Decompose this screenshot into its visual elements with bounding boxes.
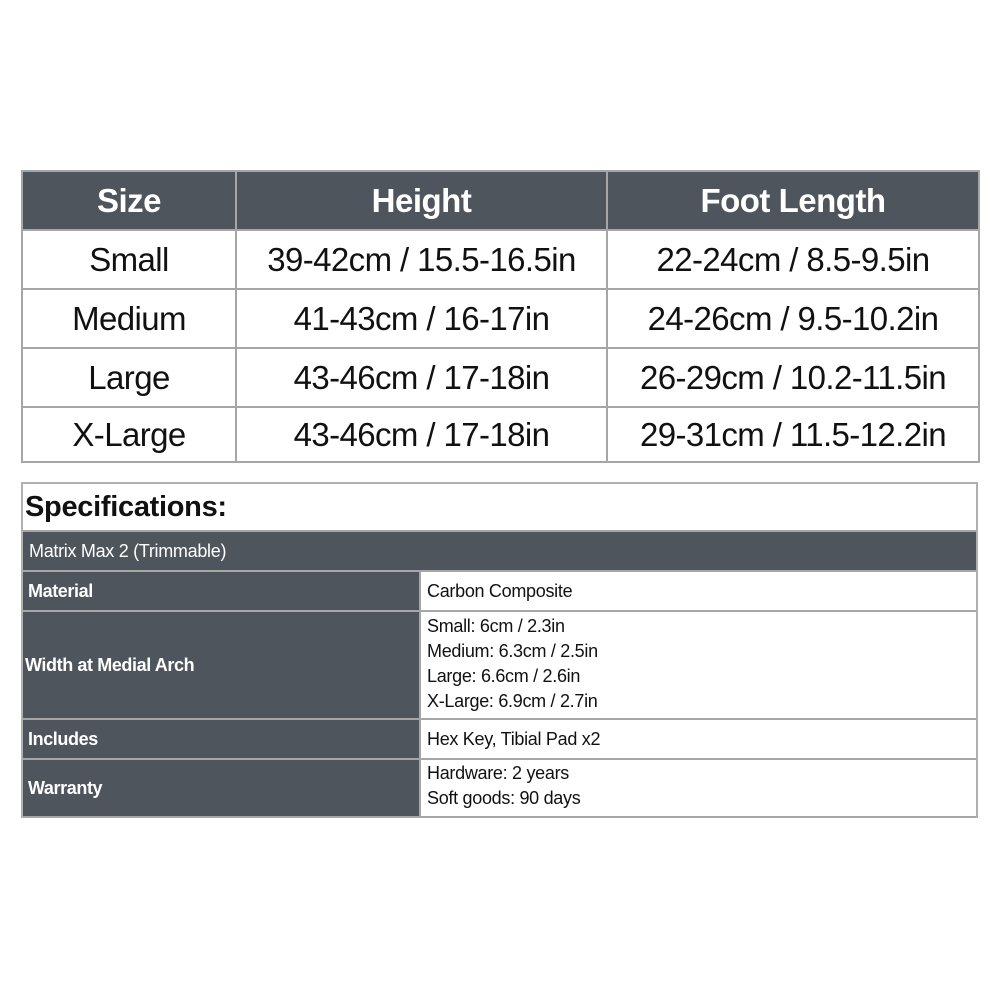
spec-value-line: Carbon Composite [427, 580, 573, 601]
header-foot-length: Foot Length [607, 171, 979, 230]
spec-value-line: Hardware: 2 years [427, 763, 569, 783]
size-row-x-large [22, 407, 979, 462]
foot-length-cell: 24-26cm / 9.5-10.2in [607, 289, 979, 348]
spec-row-warranty [23, 758, 976, 818]
height-cell: 41-43cm / 16-17in [236, 289, 607, 348]
height-cell: 39-42cm / 15.5-16.5in [236, 230, 607, 289]
height-cell: 43-46cm / 17-18in [236, 348, 607, 407]
spec-row-includes [23, 718, 976, 758]
spec-row-material [23, 570, 976, 610]
spec-value-line: Small: 6cm / 2.3in [427, 616, 565, 636]
size-chart-header-row [22, 171, 979, 230]
product-name: Matrix Max 2 (Trimmable) [23, 530, 976, 570]
size-row-medium [22, 289, 979, 348]
foot-length-cell: 26-29cm / 10.2-11.5in [607, 348, 979, 407]
spec-value [419, 612, 976, 718]
header-height: Height [236, 171, 607, 230]
specifications-table [21, 482, 978, 818]
spec-value [419, 760, 976, 816]
foot-length-cell: 29-31cm / 11.5-12.2in [607, 407, 979, 462]
header-size: Size [22, 171, 236, 230]
spec-row-width-at-medial-arch [23, 610, 976, 718]
spec-value-line: X-Large: 6.9cm / 2.7in [427, 691, 598, 711]
spec-value-line: Medium: 6.3cm / 2.5in [427, 641, 598, 661]
specifications-title: Specifications: [23, 484, 976, 530]
spec-value [419, 720, 976, 758]
spec-label: Width at Medial Arch [23, 612, 419, 718]
spec-value-line: Hex Key, Tibial Pad x2 [427, 728, 601, 749]
size-row-large [22, 348, 979, 407]
size-chart-table [21, 170, 980, 463]
size-cell: X-Large [22, 407, 236, 462]
size-cell: Large [22, 348, 236, 407]
spec-label: Material [23, 572, 419, 610]
height-cell: 43-46cm / 17-18in [236, 407, 607, 462]
spec-label: Includes [23, 720, 419, 758]
spec-value-line: Large: 6.6cm / 2.6in [427, 666, 581, 686]
spec-value [419, 572, 976, 610]
size-row-small [22, 230, 979, 289]
spec-value-line: Soft goods: 90 days [427, 788, 581, 808]
size-cell: Medium [22, 289, 236, 348]
foot-length-cell: 22-24cm / 8.5-9.5in [607, 230, 979, 289]
size-cell: Small [22, 230, 236, 289]
spec-label: Warranty [23, 760, 419, 816]
